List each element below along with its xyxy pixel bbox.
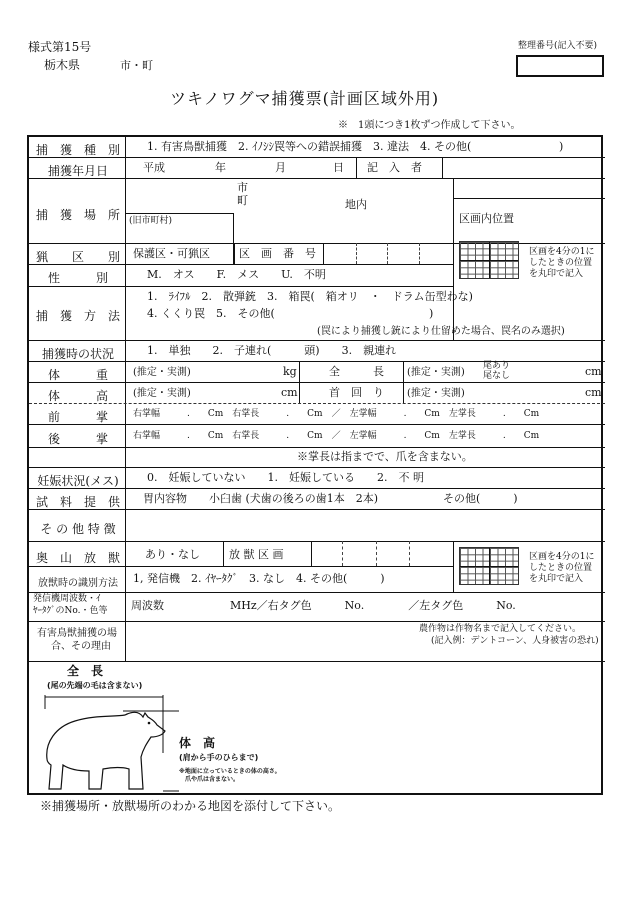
date-month[interactable]: 月: [275, 161, 286, 174]
weight-est-actual[interactable]: (推定・実測): [133, 367, 191, 378]
capture-status-label: 捕獲時の状況: [41, 347, 114, 361]
place-old-municipality: (旧市町村): [129, 216, 173, 226]
grid-note-1: 区画を4分の1に: [529, 247, 595, 257]
other-features-label: そ の 他 特 徴: [40, 522, 116, 536]
release-position-grid[interactable]: [459, 547, 519, 585]
bear-diagram: [39, 693, 184, 797]
diagram-note-2: 爪や爪は含まない。: [179, 776, 240, 783]
place-city: 市: [237, 181, 248, 194]
harm-reason-label-2: 合、その理由: [51, 641, 111, 652]
back-paw-label: 後 掌: [47, 432, 108, 446]
neck-label: 首 回 り: [329, 386, 384, 399]
capture-date-label: 捕獲年月日: [47, 164, 108, 178]
release-section-label: 放 獣 区 画: [229, 548, 284, 561]
frequency-label-1: 発信機周波数・ｲ: [33, 594, 101, 604]
paw-note: ※掌長は指までで、爪を含まない。: [297, 450, 473, 463]
capture-method-line1[interactable]: 1. ﾗｲﾌﾙ 2. 散弾銃 3. 箱罠( 箱オリ ・ ドラム缶型わな): [147, 290, 473, 303]
weight-unit: kg: [283, 365, 297, 378]
front-paw-values[interactable]: 右掌幅 . Cm 右掌長 . Cm ／ 左掌幅 . Cm 左掌長 . Cm: [133, 409, 540, 419]
hunting-zone-label: 猟 区 別: [35, 250, 120, 264]
back-paw-values[interactable]: 右掌幅 . Cm 右掌長 . Cm ／ 左掌幅 . Cm 左掌長 . Cm: [133, 431, 540, 441]
capture-method-close: ): [429, 307, 434, 320]
sex-options[interactable]: M. オス F. メス U. 不明: [147, 268, 326, 281]
capture-status-options[interactable]: 1. 単独 2. 子連れ( 頭) 3. 親連れ: [147, 344, 397, 357]
diagram-total-length: 全 長: [67, 664, 104, 678]
capture-type-label: 捕 獲 種 別: [35, 143, 120, 157]
place-chinai: 地内: [345, 198, 367, 211]
capture-method-label: 捕 獲 方 法: [35, 309, 120, 323]
tail-no[interactable]: 尾なし: [483, 371, 511, 381]
release-grid-note-3: を丸印で記入: [529, 574, 584, 584]
diagram-body-height-note: (肩から手のひらまで): [179, 753, 259, 762]
front-paw-label: 前 掌: [47, 410, 108, 424]
release-grid-note-2: したときの位置: [529, 563, 593, 573]
place-town: 町: [237, 194, 248, 207]
height-label: 体 高: [47, 389, 108, 403]
length-label: 全 長: [329, 365, 384, 378]
harm-reason-note-2: (記入例：デントコーン、人身被害の恐れ): [431, 636, 599, 646]
diagram-body-height: 体 高: [179, 736, 216, 750]
frequency-values[interactable]: 周波数 MHz／右タグ色 No. ／左タグ色 No.: [131, 599, 516, 612]
height-unit: cm: [281, 386, 298, 399]
capture-type-options[interactable]: 1. 有害鳥獣捕獲 2. ｲﾉｼｼ罠等への錯誤捕獲 3. 違法 4. その他(: [147, 140, 472, 153]
sex-label: 性 別: [47, 271, 108, 285]
capture-place-label: 捕 獲 場 所: [35, 208, 120, 222]
identification-options[interactable]: 1, 発信機 2. ｲﾔｰﾀｸﾞ 3. なし 4. その他( ): [133, 572, 385, 585]
instruction-note: ※ 1頭につき1枚ずつ作成して下さい。: [338, 120, 521, 131]
section-number-label: 区 画 番 号: [239, 247, 316, 260]
capture-form: [27, 135, 603, 795]
page-title: ツキノワグマ捕獲票(計画区域外用): [170, 89, 440, 108]
identification-label: 放獣時の識別方法: [38, 578, 118, 589]
frequency-label-2: ﾔｰﾀｸﾞのNo.・色等: [33, 606, 108, 616]
length-unit: cm: [585, 365, 602, 378]
release-label: 奥 山 放 獣: [35, 551, 120, 565]
neck-est-actual[interactable]: (推定・実測): [407, 388, 465, 399]
diagram-total-length-note: (尾の先端の毛は含まない): [47, 681, 143, 690]
form-number: 様式第15号: [28, 40, 92, 54]
recorder-label: 記 入 者: [367, 161, 422, 174]
capture-method-note: (罠により捕獲し銃により仕留めた場合、罠名のみ選択): [317, 326, 565, 337]
tail-yes[interactable]: 尾あり: [483, 361, 511, 371]
sample-other[interactable]: その他( ): [443, 492, 518, 505]
diagram-note-1: ※地面に立っているときの体の高さ。: [179, 768, 281, 775]
date-day[interactable]: 日: [333, 161, 344, 174]
pregnancy-label: 妊娠状況(メス): [37, 474, 119, 488]
prefecture: 栃木県: [44, 58, 81, 72]
grid-note-2: したときの位置: [529, 258, 593, 268]
weight-label: 体 重: [47, 368, 108, 382]
place-grid-label: 区画内位置: [459, 212, 514, 225]
city-town: 市・町: [120, 59, 153, 72]
grid-note-3: を丸印で記入: [529, 269, 584, 279]
sample-options[interactable]: 胃内容物 小臼歯 (犬歯の後ろの歯1本 2本): [143, 492, 379, 505]
height-est-actual[interactable]: (推定・実測): [133, 388, 191, 399]
release-options[interactable]: あり・なし: [145, 548, 200, 561]
sample-label: 試 料 提 供: [35, 495, 120, 509]
release-grid-note-1: 区画を4分の1に: [529, 552, 595, 562]
hunting-zone-options[interactable]: 保護区・可猟区: [133, 247, 210, 260]
footer-note: ※捕獲場所・放獣場所のわかる地図を添付して下さい。: [40, 799, 341, 813]
place-position-grid[interactable]: [459, 241, 519, 279]
harm-reason-note-1: 農作物は作物名まで記入してください。: [419, 624, 582, 634]
reference-number-label: 整理番号(記入不要): [518, 41, 598, 51]
pregnancy-options[interactable]: 0. 妊娠していない 1. 妊娠している 2. 不 明: [147, 471, 424, 484]
capture-method-line2[interactable]: 4. くくり罠 5. その他(: [147, 307, 275, 320]
capture-type-close: ): [559, 140, 564, 153]
reference-number-box[interactable]: [516, 55, 604, 77]
date-era: 平成: [143, 161, 165, 174]
date-year[interactable]: 年: [215, 161, 226, 174]
harm-reason-label-1: 有害鳥獣捕獲の場: [37, 628, 117, 639]
length-est-actual[interactable]: (推定・実測): [407, 367, 465, 378]
neck-unit: cm: [585, 386, 602, 399]
